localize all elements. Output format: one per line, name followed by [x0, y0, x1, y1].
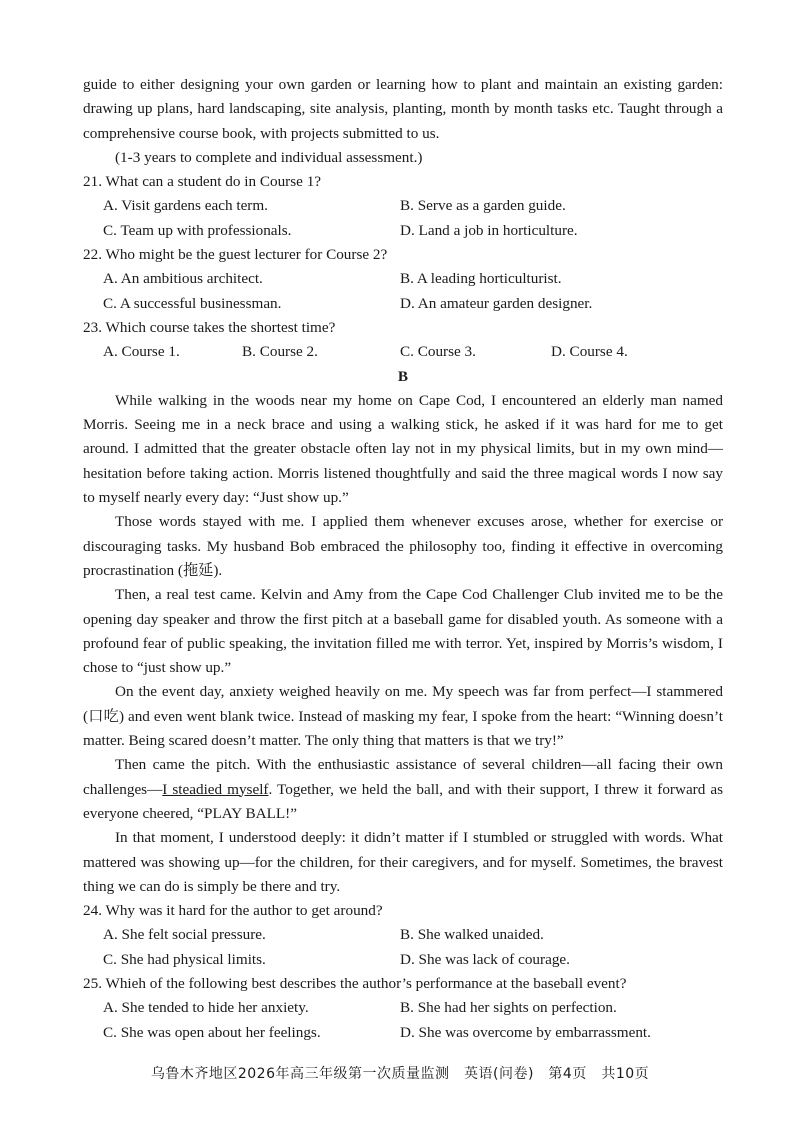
passage-paragraph-4: On the event day, anxiety weighed heavily on me. My speech was far from perfect—I stammered (口吃) and even went blank twice. Instead of masking my fear, I spoke from the heart: “Winning doesn’t matter. Being scared doesn’t matter. The only thing that matters is that we try!”: [83, 683, 723, 750]
options: [83, 267, 723, 316]
option-c: C. She was open about her feelings.: [103, 1023, 321, 1041]
option-d: D. An amateur garden designer.: [400, 294, 593, 312]
options: [83, 340, 723, 364]
question-23: [83, 316, 723, 365]
underlined-phrase: I steadied myself: [162, 780, 269, 798]
question-stem: 21. What can a student do in Course 1?: [83, 173, 322, 191]
intro-note: (1-3 years to complete and individual assessment.): [115, 148, 423, 166]
intro-paragraph: guide to either designing your own garden or learning how to plant and maintain an existing garden: drawing up plans, hard landscaping, site analysis, planting, month by month tasks etc. Taught through a comprehensive course book, with projects submitted to us.: [83, 76, 723, 142]
options: [83, 923, 723, 972]
passage-paragraph-1: While walking in the woods near my home on Cape Cod, I encountered an elderly man named Morris. Seeing me in a neck brace and using a walking stick, he asked if it was hard for me to get around. I admitted that the greater obstacle often lay not in my physical limits, but in my own mind—hesitation before taking action. Morris listened thoughtfully and said the three magical words I now say to myself nearly every day: “Just show up.”: [83, 391, 723, 507]
option-d: D. She was lack of courage.: [400, 950, 570, 968]
option-b: B. A leading horticulturist.: [400, 270, 562, 288]
question-24: [83, 899, 723, 972]
option-a: A. Visit gardens each term.: [103, 197, 268, 215]
page-footer: 乌鲁木齐地区2026年高三年级第一次质量监测 英语(问卷) 第4页 共10页: [150, 1066, 650, 1082]
option-b: B. Serve as a garden guide.: [400, 197, 566, 215]
option-a: A. Course 1.: [103, 343, 180, 361]
question-stem: 23. Which course takes the shortest time?: [83, 318, 336, 336]
passage-paragraph-5: [83, 753, 723, 826]
option-c: C. Team up with professionals.: [103, 221, 292, 239]
passage-paragraph-3: Then, a real test came. Kelvin and Amy from the Cape Cod Challenger Club invited me to be the opening day speaker and throw the first pitch at a baseball game for disabled youth. As someone with a profound fear of public speaking, the invitation filled me with terror. Yet, inspired by Morris’s wisdom, I chose to “just show up.”: [83, 586, 723, 677]
passage-paragraph-2: Those words stayed with me. I applied them whenever excuses arose, whether for exercise or discouraging tasks. My husband Bob embraced the philosophy too, finding it effective in overcoming procrastination (拖延).: [83, 513, 723, 579]
options: [83, 194, 723, 243]
option-c: C. She had physical limits.: [103, 950, 266, 968]
paragraph-text: . Together, we held the ball, and with their support, I threw it forward as everyone cheered, “PLAY BALL!”: [83, 780, 723, 822]
option-a: A. She tended to hide her anxiety.: [103, 999, 309, 1017]
option-a: A. She felt social pressure.: [103, 926, 266, 944]
passage-paragraph-6: In that moment, I understood deeply: it didn’t matter if I stumbled or struggled with words. What mattered was showing up—for the children, for their caregivers, and for myself. Sometimes, the bravest thing we can do is simply be there and try.: [83, 829, 723, 895]
option-a: A. An ambitious architect.: [103, 270, 263, 288]
question-stem: 25. Whieh of the following best describes the author’s performance at the baseball event?: [83, 974, 627, 992]
section-b-title: B: [397, 367, 409, 385]
options: [83, 996, 723, 1045]
option-b: B. She walked unaided.: [400, 926, 544, 944]
option-c: C. Course 3.: [400, 343, 476, 361]
question-21: [83, 170, 723, 243]
option-d: D. She was overcome by embarrassment.: [400, 1023, 651, 1041]
option-b: B. Course 2.: [242, 343, 318, 361]
option-b: B. She had her sights on perfection.: [400, 999, 617, 1017]
question-stem: 24. Why was it hard for the author to get around?: [83, 902, 383, 920]
option-d: D. Course 4.: [551, 343, 628, 361]
paragraph-text: Then came the pitch. With the enthusiastic assistance of several children—all facing their own challenges—: [83, 756, 723, 798]
option-c: C. A successful businessman.: [103, 294, 282, 312]
question-stem: 22. Who might be the guest lecturer for Course 2?: [83, 246, 388, 264]
option-d: D. Land a job in horticulture.: [400, 221, 578, 239]
question-25: [83, 972, 723, 1045]
question-22: [83, 243, 723, 316]
exam-page: [83, 73, 723, 1045]
